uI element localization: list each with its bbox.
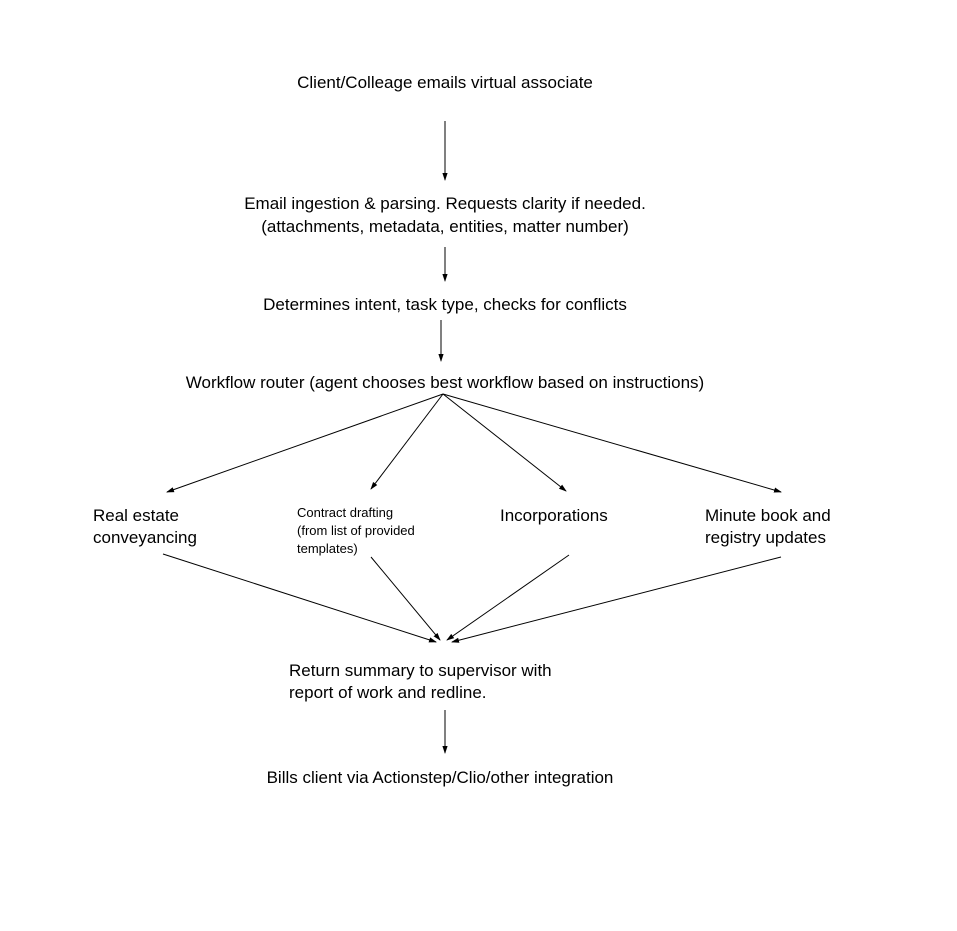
node-contract-drafting-line: (from list of provided [297,523,415,538]
node-contract-drafting-line: Contract drafting [297,505,394,520]
node-billing [190,767,690,789]
edge-contract-to-return-arrow [371,557,440,640]
node-minute-book [705,505,831,549]
node-contract-drafting-line: templates) [297,541,358,556]
edge-router-to-minute-book-arrow [443,394,781,492]
node-billing-line: Bills client via Actionstep/Clio/other integration [266,768,614,787]
node-determine-intent-line: Determines intent, task type, checks for conflicts [263,295,627,314]
node-incorporations [500,505,608,527]
node-return-summary [289,660,552,704]
node-email-ingestion-line: Email ingestion & parsing. Requests clarity if needed. [244,194,646,213]
node-real-estate-line: Real estate [93,506,179,525]
node-return-summary-line: report of work and redline. [289,683,487,702]
node-contract-drafting [297,504,415,558]
node-minute-book-line: Minute book and [705,506,831,525]
node-client-email-line: Client/Colleage emails virtual associate [297,73,593,92]
edge-router-to-contract-arrow [371,394,443,489]
node-email-ingestion-line: (attachments, metadata, entities, matter number) [261,217,629,236]
node-workflow-router-line: Workflow router (agent chooses best workflow based on instructions) [185,373,705,392]
node-email-ingestion [170,192,720,238]
node-determine-intent [195,294,695,316]
node-real-estate-conveyancing [93,505,197,549]
node-real-estate-line: conveyancing [93,528,197,547]
edge-router-to-real-estate-arrow [167,394,443,492]
edge-router-to-incorporations-arrow [443,394,566,491]
node-workflow-router [95,372,795,394]
edge-real-estate-to-return-arrow [163,554,436,642]
node-return-summary-line: Return summary to supervisor with [289,661,552,680]
node-client-email [195,72,695,94]
node-incorporations-line: Incorporations [500,506,608,525]
edge-minute-book-to-return-arrow [452,557,781,642]
node-minute-book-line: registry updates [705,528,826,547]
